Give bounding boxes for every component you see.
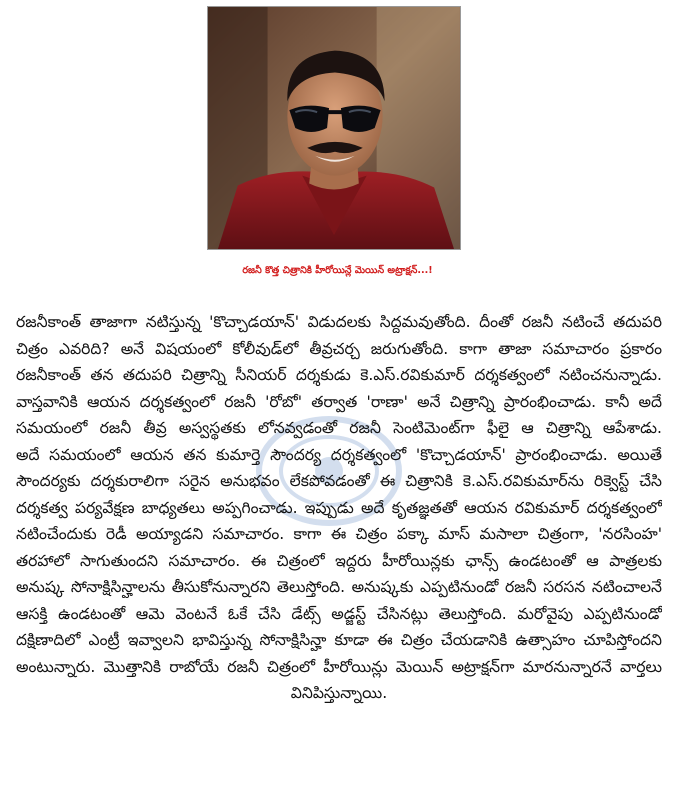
- article-photo: [207, 6, 461, 250]
- article-line: దక్షిణాదిలో ఎంట్రీ ఇవ్వాలని భావిస్తున్న సోనాక్షిసిన్హా కూడా ఈ చిత్రం చేయడానికి ఉత్సాహం చూపిస్తోందని: [16, 631, 662, 649]
- article-line: తరహాలో సాగుతుందని సమాచారం. ఈ చిత్రంలో ఇద్దరు హీరోయిన్లకు ఛాన్స్ ఉండటంతో ఆ పాత్రలకు: [16, 551, 662, 570]
- headline: రజనీ కొత్త చిత్రానికి హీరోయిన్లే మెయిన్ అట్రాక్షన్...!: [242, 265, 433, 276]
- article-line: రజనీకాంత్ తన తదుపరి చిత్రాన్ని సీనియర్ దర్శకుడు కె.ఎస్.రవికుమార్ దర్శకత్వంలో నటించనున్నాడు.: [16, 366, 662, 384]
- article-line: రజనీకాంత్ తాజాగా నటిస్తున్న 'కొచ్చాడయాన్' విడుదలకు సిద్దమవుతోంది. దీంతో రజనీ నటించే తదుపరి: [16, 313, 662, 331]
- article-body: [16, 309, 662, 707]
- article-line: చిత్రం ఎవరిది? అనే విషయంలో కోలీవుడ్‌లో తీవ్రచర్చ జరుగుతోంది. కాగా తాజా సమాచారం ప్రకారం: [16, 339, 662, 358]
- article-line: ఆసక్తి ఉండటంతో ఆమె వెంటనే ఓకే చేసి డేట్స్ అడ్జస్ట్ చేసినట్లు తెలుస్తోంది. మరోవైపు ఎప్పటినుండో: [16, 604, 662, 623]
- article-line: వాస్తవానికి ఆయన దర్శకత్వంలో రజనీ 'రోబో' తర్వాత 'రాణా' అనే చిత్రాన్ని ప్రారంభించాడు. కానీ అదే: [16, 392, 662, 411]
- article-line: దర్శకత్వ పర్యవేక్షణ బాధ్యతలు అప్పగించాడు. ఇప్పుడు అదే కృతజ్ఞతతో ఆయన రవికుమార్ దర్శకత్వంలో: [16, 498, 662, 517]
- article-line: నటించేందుకు రెడీ అయ్యాడని సమాచారం. కాగా ఈ చిత్రం పక్కా మాస్ మసాలా చిత్రంగా, 'నరసింహ': [16, 525, 662, 543]
- article-line: సౌందర్యకు దర్శకురాలిగా సరైన అనుభవం లేకపోవడంతో ఈ చిత్రానికి కె.ఎస్.రవికుమార్‌ను రిక్వెస్ట్ చేసి: [16, 472, 662, 490]
- article-line: అంటున్నారు. మొత్తానికి రాబోయే రజనీ చిత్రంలో హీరోయిన్లు మెయిన్ అట్రాక్షన్‌గా మారనున్నారనే వార్తలు: [16, 657, 662, 676]
- portrait-illustration: [208, 7, 460, 249]
- article-line: అదే సమయంలో ఆయన తన కుమార్తె సౌందర్య దర్శకత్వంలో 'కొచ్చాడయాన్' ప్రారంభించాడు. అయితే: [16, 445, 662, 464]
- article-line: వినిపిస్తున్నాయి.: [290, 684, 388, 702]
- article-line: సమయంలో రజనీ తీవ్ర అస్వస్థతకు లోనవ్వడంతో రజనీ సెంటిమెంట్‌గా ఫీలై ఆ చిత్రాన్ని ఆపేశాడు.: [16, 419, 662, 437]
- article-line: అనుష్క సోనాక్షిసిన్హాలను తీసుకోనున్నారని తెలుస్తోంది. అనుష్కకు ఎప్పటినుండో రజనీ సరసన నటించాలనే: [16, 578, 662, 596]
